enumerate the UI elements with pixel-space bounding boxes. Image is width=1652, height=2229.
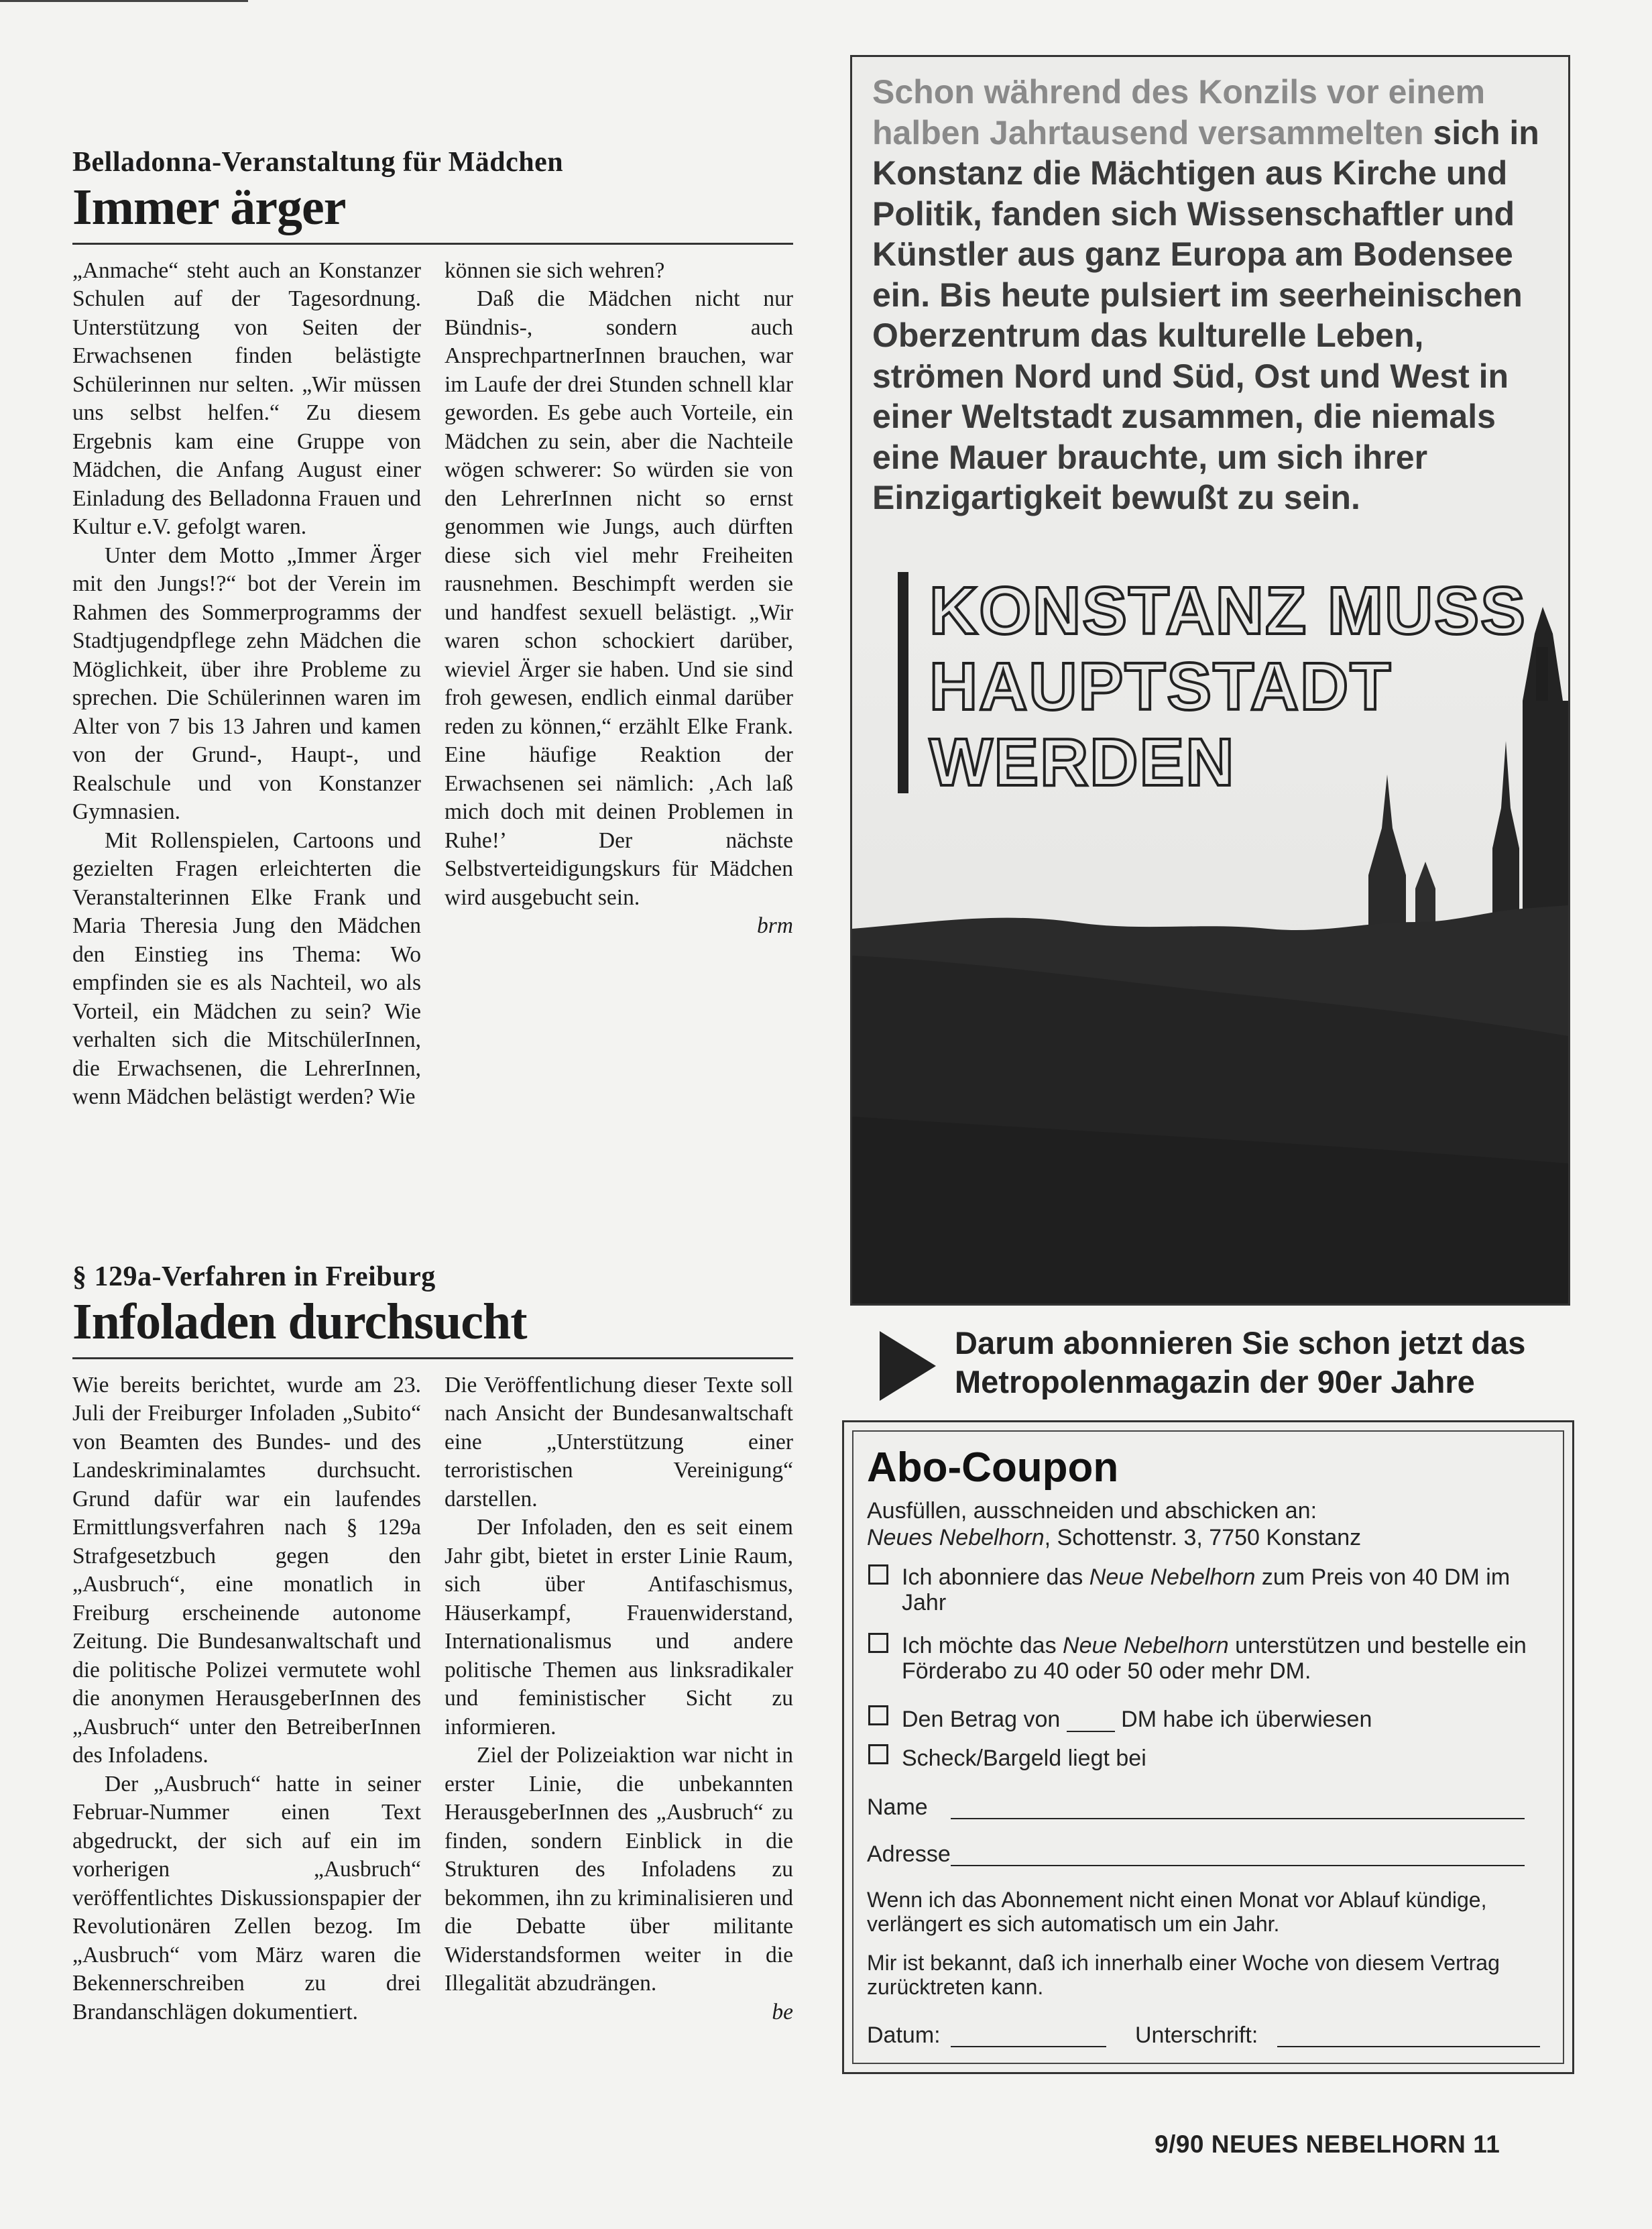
checkbox-support[interactable] (868, 1633, 888, 1653)
subscription-promo (955, 1324, 1578, 1402)
paragraph: „Anmache“ steht auch an Konstanzer Schulen auf der Tagesordnung. Unterstützung von Seiten der Erwachsenen finden belästigte Schülerinnen nur selten. „Wir müssen uns selbst helfen.“ Zu diesem Ergebnis kam eine Gruppe von Mädchen, die Anfang August einer Einladung des Belladonna Frauen und Kultur e.V. gefolgt waren. (72, 258, 421, 540)
address-rest: , Schottenstr. 3, 7750 Konstanz (1044, 1525, 1362, 1550)
coupon-title: Abo-Coupon (867, 1444, 1119, 1491)
article-headline: Infoladen durchsucht (72, 1294, 527, 1350)
amount-field[interactable] (1067, 1711, 1115, 1732)
article-column-2 (445, 257, 793, 1112)
headline-rule (72, 243, 793, 245)
author-signature: be (772, 1999, 793, 2024)
option-transfer-label (902, 1707, 1545, 1732)
coupon-inner-frame (852, 1430, 1564, 2064)
paragraph: Daß die Mädchen nicht nur Bündnis-, sondern auch AnsprechpartnerInnen brauchen, war im Laufe der drei Stunden schnell klar geworden. Es gebe auch Vorteile, ein Mädchen zu sein, aber die Nachteile wögen schwerer: So würden sie von den LehrerInnen nicht so ernst genommen wie Jungs, auch dürften diese sich viel mehr Freiheiten rausnehmen. Beschimpft werden sie und handfest sexuell belästigt. „Wir waren schon schockiert darüber, wieviel Ärger sie haben. Und sie sind froh gewesen, endlich einmal darüber reden zu können,“ erzählt Elke Frank. Eine häufige Reaktion der Erwachsenen sei nämlich: ‚Ach laß mich doch mit deinen Problemen in Ruhe!’ Der nächste Selbstverteidigungskurs für Mädchen wird ausgebucht sein. (445, 286, 793, 910)
option-text: zum Preis von 40 DM im Jahr (902, 1564, 1511, 1615)
paragraph: Die Veröffentlichung dieser Texte soll nach Ansicht der Bundesanwaltschaft eine „Unterstützung einer terroristischen Vereinigung“ darstellen. (445, 1372, 793, 1511)
top-rule (0, 0, 248, 2)
option-cheque-label: Scheck/Bargeld liegt bei (902, 1746, 1146, 1771)
paragraph: Unter dem Motto „Immer Ärger mit den Jungs!?“ bot der Verein im Rahmen des Sommerprogramms der Stadtjugendpflege zehn Mädchen die Möglichkeit, über ihre Probleme zu sprechen. Die Schülerinnen waren im Alter von 7 bis 13 Jahren und kamen von der Grund-, Haupt-, und Realschule und von Konstanzer Gymnasien. (72, 542, 421, 825)
magazine-name: Neue Nebelhorn (1063, 1633, 1229, 1658)
date-label: Datum: (867, 2022, 941, 2048)
date-field[interactable] (951, 2027, 1106, 2047)
headline-rule (72, 1357, 793, 1359)
slogan-line: WERDEN (929, 725, 1236, 800)
name-label: Name (867, 1794, 928, 1820)
article-kicker: § 129a-Verfahren in Freiburg (72, 1261, 436, 1292)
subscription-coupon (842, 1420, 1574, 2074)
promo-line: Metropolenmagazin der 90er Jahre (955, 1364, 1475, 1399)
article-column-1 (72, 1371, 421, 2027)
option-text: Ich möchte das (902, 1633, 1063, 1658)
address-field[interactable] (951, 1846, 1525, 1866)
magazine-title: NEUES NEBELHORN (1211, 2130, 1466, 2158)
option-subscribe-label (902, 1564, 1545, 1615)
article-infoladen (72, 1261, 793, 2026)
checkbox-cheque[interactable] (868, 1744, 888, 1764)
coupon-instructions: Ausfüllen, ausschneiden und abschicken an: (867, 1498, 1317, 1524)
play-arrow-icon (880, 1331, 936, 1401)
ad-slogan (929, 573, 1527, 801)
article-column-2 (445, 1371, 793, 2027)
paragraph: können sie sich wehren? (445, 258, 665, 283)
slogan-line: KONSTANZ MUSS (929, 573, 1527, 648)
paragraph: Wie bereits berichtet, wurde am 23. Juli der Freiburger Infoladen „Subito“ von Beamten des Bundes- und des Landeskriminalamtes durchsucht. Grund dafür war ein laufendes Ermittlungsverfahren nach § 129a Strafgesetzbuch gegen den „Ausbruch“, eine monatlich in Freiburg erscheinende autonome Zeitung. Die Bundesanwaltschaft und die politische Polizei vermutete wohl die anonymen HerausgeberInnen des „Ausbruch“ unter den BetreiberInnen des Infoladens. (72, 1372, 421, 1768)
option-support-label (902, 1633, 1545, 1684)
page-number: 11 (1473, 2130, 1500, 2158)
name-field[interactable] (951, 1799, 1525, 1819)
article-columns (72, 257, 793, 1112)
notice-withdrawal: Mir ist bekannt, daß ich innerhalb einer Woche von diesem Vertrag zurücktreten kann. (867, 1951, 1500, 1999)
signature-label: Unterschrift: (1135, 2022, 1258, 2048)
option-text: DM habe ich überwiesen (1121, 1707, 1372, 1732)
article-belladonna (72, 146, 793, 1112)
page-footer (1155, 2130, 1500, 2159)
coupon-address (867, 1524, 1361, 1551)
slogan-bar (898, 572, 908, 793)
promo-line: Darum abonnieren Sie schon jetzt das (955, 1325, 1526, 1361)
issue-number: 9/90 (1155, 2130, 1205, 2158)
article-headline: Immer ärger (72, 179, 346, 235)
ad-intro-faded: Schon während des Konzils vor einem halben Jahrtausend versammelten (872, 73, 1486, 152)
article-columns (72, 1371, 793, 2027)
article-kicker: Belladonna-Veranstaltung für Mädchen (72, 147, 564, 178)
option-text: unterstützen und bestelle ein Förderabo zu 40 oder 50 oder mehr DM. (902, 1633, 1527, 1684)
magazine-name: Neues Nebelhorn (867, 1525, 1045, 1550)
magazine-name: Neue Nebelhorn (1089, 1564, 1256, 1590)
author-signature: brm (757, 913, 793, 939)
paragraph: Mit Rollenspielen, Cartoons und gezielten Fragen erleichterten die Veranstalterinnen Elke Frank und Maria Theresia Jung den Mädchen den Einstieg ins Thema: Wo empfinden sie es als Nachteil, wo als Vorteil, ein Mädchen zu sein? Wie verhalten sich die MitschülerInnen, die Erwachsenen, die LehrerInnen, wenn Mädchen belästigt werden? Wie (72, 827, 421, 1110)
signature-field[interactable] (1277, 2027, 1540, 2047)
checkbox-subscribe[interactable] (868, 1564, 888, 1585)
checkbox-transferred[interactable] (868, 1705, 888, 1725)
article-column-1 (72, 257, 421, 1112)
ad-intro-body: sich in Konstanz die Mächtigen aus Kirche und Politik, fanden sich Wissenschaftler und Künstler aus ganz Europa am Bodensee ein. Bis heute pulsiert im seerheinischen Oberzentrum das kulturelle Leben, strömen Nord und Süd, Ost und West in einer Weltstadt zusammen, die niemals eine Mauer brauchte, um sich ihrer Einzigartigkeit bewußt zu sein. (872, 113, 1539, 516)
address-label: Adresse (867, 1841, 951, 1867)
ad-intro-text (872, 72, 1556, 518)
paragraph: Ziel der Polizeiaktion war nicht in erster Linie, die unbekannten HerausgeberInnen des „Ausbruch“ zu finden, sondern Einblick in die Strukturen des Infoladens zu bekommen, ihn zu kriminalisieren und die Debatte über militante Widerstandsformen weiter in die Illegalität abzudrängen. (445, 1743, 793, 1996)
option-text: Ich abonniere das (902, 1564, 1089, 1590)
konstanz-advertisement (850, 55, 1570, 1306)
slogan-line: HAUPTSTADT (929, 649, 1393, 724)
notice-renewal: Wenn ich das Abonnement nicht einen Monat vor Ablauf kündige, verlängert es sich automatisch um ein Jahr. (867, 1888, 1487, 1936)
paragraph: Der „Ausbruch“ hatte in seiner Februar-Nummer einen Text abgedruckt, der sich auf ein im vorherigen „Ausbruch“ veröffentlichtes Diskussionspapier der Revolutionären Zellen bezog. Im „Ausbruch“ vom März waren die Bekennerschreiben zu drei Brandanschlägen dokumentiert. (72, 1771, 421, 2024)
option-text: Den Betrag von (902, 1707, 1061, 1732)
paragraph: Der Infoladen, den es seit einem Jahr gibt, bietet in erster Linie Raum, sich über Antifaschismus, Häuserkampf, Frauenwiderstand, Internationalismus und andere politische Themen aus linksradikaler und feministischer Sicht zu informieren. (445, 1515, 793, 1739)
